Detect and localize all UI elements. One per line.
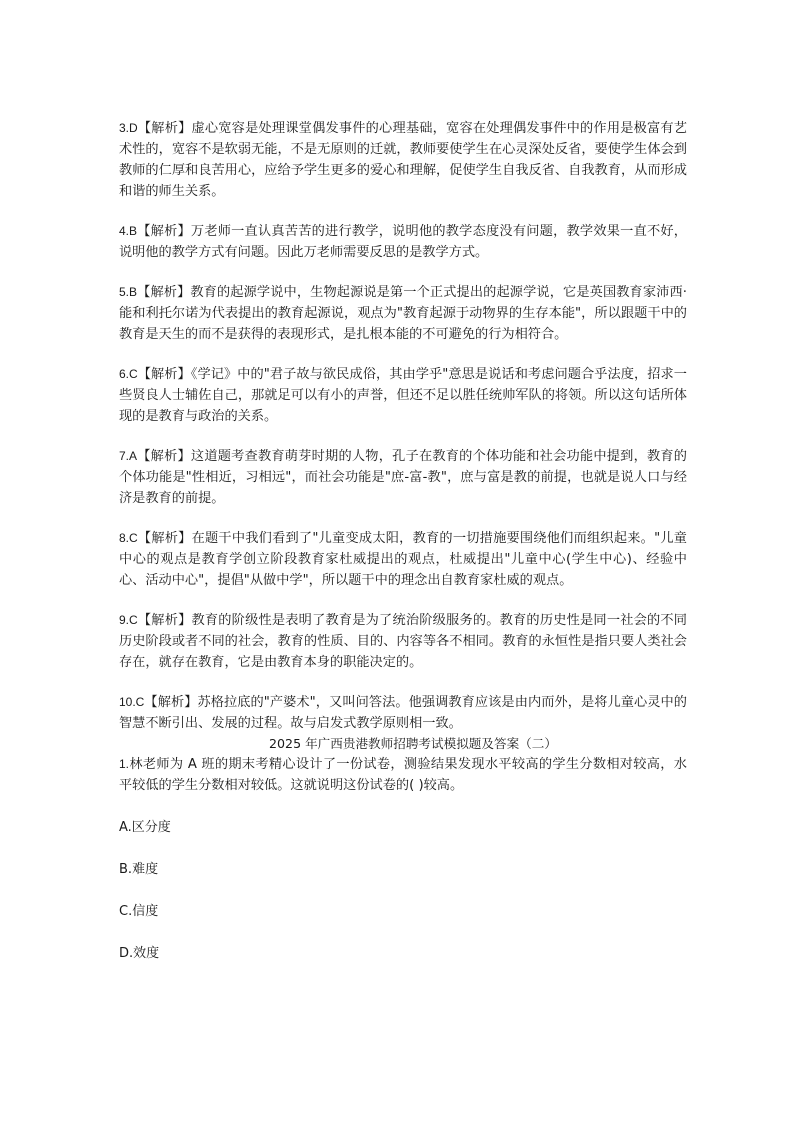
answer-5	[119, 282, 687, 345]
answer-7	[119, 446, 687, 509]
answer-4	[119, 221, 687, 263]
question-text: 林老师为 A 班的期末考精心设计了一份试卷，测验结果发现水平较高的学生分数相对较高，水平较低的学生分数相对较低。这就说明这份试卷的( )较高。	[119, 757, 687, 793]
answer-text: 【解析】《学记》中的"君子故与欲民成俗，其由学乎"意思是说话和考虑问题合乎法度，招求一些贤良人士辅佐自己，那就足可以有小的声誉，但还不足以胜任统帅军队的将领。所以这句话所体现的是教育与政治的关系。	[119, 367, 687, 424]
option-text: 区分度	[131, 820, 171, 835]
option-text: 信度	[132, 904, 159, 919]
option-key: D.	[119, 946, 134, 961]
answer-text: 【解析】苏格拉底的"产婆术"，又叫问答法。他强调教育应该是由内而外，是将儿童心灵中的智慧不断引出、发展的过程。故与启发式教学原则相一致。	[119, 695, 687, 731]
answer-10	[119, 692, 687, 734]
answer-9	[119, 610, 687, 673]
option-text: 效度	[133, 946, 160, 961]
answer-number: 9.C	[119, 613, 138, 627]
answer-number: 4.B	[119, 224, 138, 238]
option-key: B.	[119, 862, 133, 877]
question-1	[119, 754, 687, 796]
option-key: A.	[119, 820, 132, 835]
answer-number: 7.A	[119, 449, 138, 463]
answer-3	[119, 118, 687, 202]
option-b	[119, 860, 687, 880]
answer-text: 【解析】万老师一直认真苦苦的进行教学，说明他的教学态度没有问题，教学效果一直不好，说明他的教学方式有问题。因此万老师需要反思的是教学方式。	[119, 224, 687, 260]
question-number: 1.	[119, 757, 130, 771]
answer-number: 6.C	[119, 367, 138, 381]
option-text: 难度	[132, 862, 159, 877]
document-body	[119, 118, 687, 964]
option-c	[119, 902, 687, 922]
answer-text: 【解析】在题干中我们看到了"儿童变成太阳，教育的一切措施要围绕他们而组织起来。"儿童中心的观点是教育学创立阶段教育家杜威提出的观点，杜威提出"儿童中心(学生中心)、经验中心、活动中心"，提倡"从做中学"，所以题干中的理念出自教育家杜威的观点。	[119, 531, 687, 588]
answer-text: 【解析】虚心宽容是处理课堂偶发事件的心理基础，宽容在处理偶发事件中的作用是极富有艺术性的，宽容不是软弱无能，不是无原则的迁就，教师要使学生在心灵深处反省，要使学生体会到教师的仁厚和良苦用心，应给予学生更多的爱心和理解，促使学生自我反省、自我教育，从而形成和谐的师生关系。	[119, 121, 687, 199]
answer-number: 5.B	[119, 285, 138, 299]
answer-text: 【解析】这道题考查教育萌芽时期的人物，孔子在教育的个体功能和社会功能中提到，教育的个体功能是"性相近，习相远"，而社会功能是"庶-富-教"，庶与富是教的前提，也就是说人口与经济是教育的前提。	[119, 449, 687, 506]
answer-number: 8.C	[119, 531, 138, 545]
answer-text: 【解析】教育的阶级性是表明了教育是为了统治阶级服务的。教育的历史性是同一社会的不同历史阶段或者不同的社会，教育的性质、目的、内容等各不相同。教育的永恒性是指只要人类社会存在，就存在教育，它是由教育本身的职能决定的。	[119, 613, 687, 670]
answer-number: 3.D	[119, 121, 138, 135]
option-key: C.	[119, 904, 133, 919]
answer-6	[119, 364, 687, 427]
option-a	[119, 818, 687, 838]
option-d	[119, 944, 687, 964]
answer-text: 【解析】教育的起源学说中，生物起源说是第一个正式提出的起源学说，它是英国教育家沛西·能和利托尔诺为代表提出的教育起源说，观点为"教育起源于动物界的生存本能"，所以跟题干中的教育是天生的而不是获得的表现形式，是扎根本能的不可避免的行为相符合。	[119, 285, 687, 342]
answer-number: 10.C	[119, 695, 145, 709]
section-title: 2025 年广西贵港教师招聘考试模拟题及答案（二）	[269, 736, 557, 751]
answer-8	[119, 528, 687, 591]
